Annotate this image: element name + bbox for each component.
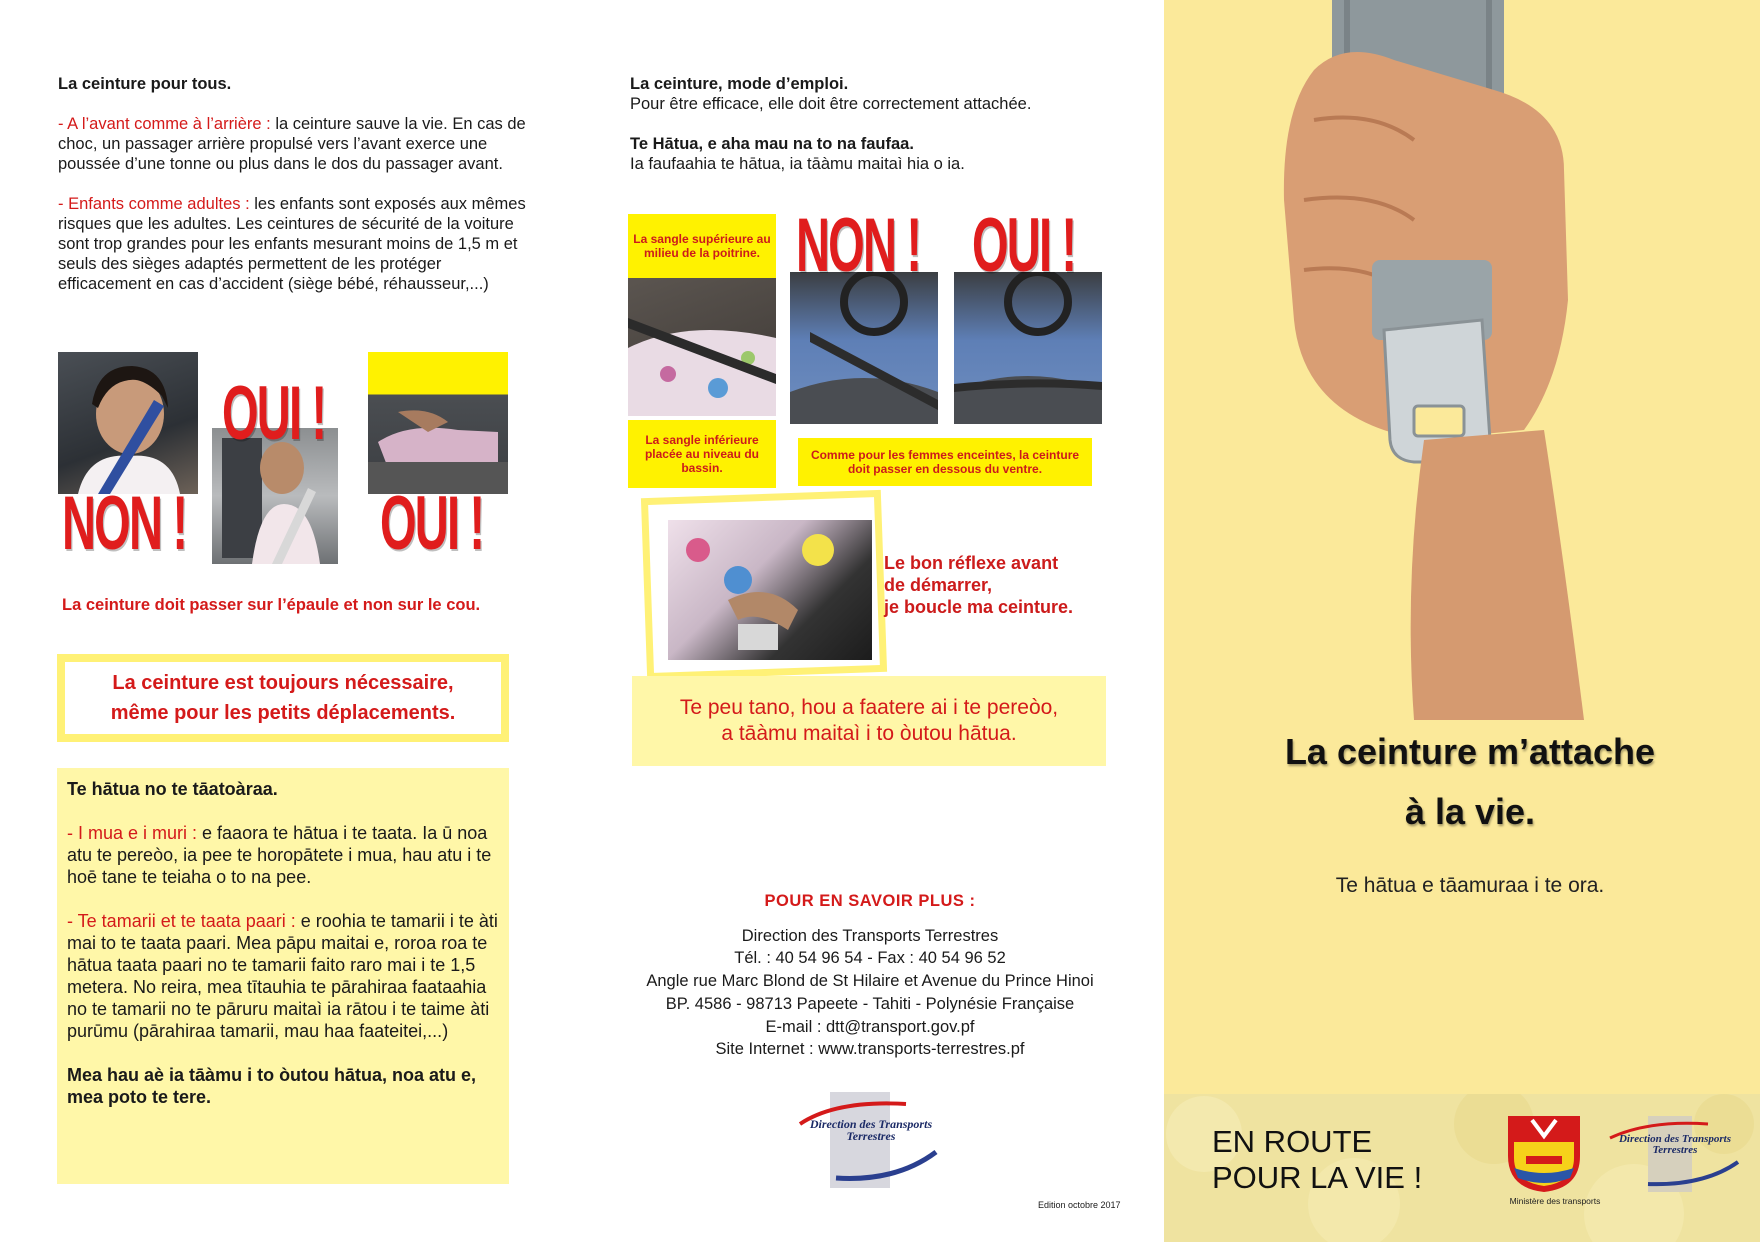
polynesia-emblem: [1504, 1112, 1584, 1194]
reflex-line: Le bon réflexe avant: [884, 553, 1059, 573]
instruction-line-tahitian: Ia faufaahia te hātua, ia tāàmu maitaì hia o ia.: [630, 155, 965, 173]
upper-strap-label: La sangle supérieure au milieu de la poitrine.: [628, 214, 776, 278]
photo-man-belt-right: [954, 272, 1102, 424]
paragraph-prefix: - I mua e i muri :: [67, 823, 198, 843]
tahitian-reflex-box: [632, 676, 1106, 766]
reflex-line: de démarrer,: [884, 575, 993, 595]
instruction-line: Pour être efficace, elle doit être correctement attachée.: [630, 95, 1032, 113]
cover-title-line: à la vie.: [1404, 791, 1536, 832]
photo-buckling-illustration: [668, 520, 872, 660]
photo-buckling: [668, 520, 872, 660]
photo-man-wrong-illustration: [790, 272, 938, 424]
photo-woman-belt: [628, 278, 776, 416]
hand-holding-belt-illustration: [1164, 0, 1760, 720]
contact-org: Direction des Transports Terrestres: [741, 926, 999, 945]
route-line: POUR LA VIE !: [1212, 1160, 1423, 1195]
photo-booster-illustration: [368, 352, 508, 494]
contact-phone: Tél. : 40 54 96 54 - Fax : 40 54 96 52: [734, 949, 1006, 968]
dtt-logo: [796, 1090, 940, 1190]
section-heading: La ceinture, mode d’emploi.: [630, 75, 849, 93]
photo-woman-illustration: [628, 278, 776, 416]
pregnant-label: Comme pour les femmes enceintes, la ceinture doit passer en dessous du ventre.: [798, 438, 1092, 486]
paragraph-text: e roohia te tamarii i te àti mai to te taata paari. Mea pāpu maitai e, roroa roa te hātua taata paari no te tamarii faito raro mai i te 1,5 metera. No reira, mea tītauhia te pārahiraa faataahia no te tamarii no te pāruru maitaì ia rātou i te taime àti purūmu (pārahiraa tamarii, mau haa faateitei,...): [67, 911, 498, 1041]
contact-heading: POUR EN SAVOIR PLUS :: [764, 892, 976, 910]
cover-panel: [1164, 0, 1760, 1242]
contact-block: [590, 890, 1150, 1061]
tahitian-reflex-line: a tāàmu maitaì i to òutou hātua.: [721, 722, 1017, 745]
always-needed-box: [57, 654, 509, 742]
cover-subtitle: Te hātua e tāamuraa i te ora.: [1335, 874, 1605, 897]
section-heading: La ceinture pour tous.: [58, 75, 232, 93]
note-line: La ceinture est toujours nécessaire,: [112, 672, 454, 694]
reflex-text: [884, 552, 1124, 618]
lower-strap-label: La sangle inférieure placée au niveau du bassin.: [628, 420, 776, 488]
contact-address: Angle rue Marc Blond de St Hilaire et Avenue du Prince Hinoi: [646, 972, 1094, 991]
column-2: [630, 74, 1130, 174]
paragraph-children-adults: [58, 194, 538, 294]
route-line: EN ROUTE: [1212, 1124, 1373, 1159]
tahitian-closing: Mea hau aè ia tāàmu i to òutou hātua, noa atu e, mea poto te tere.: [67, 1065, 477, 1107]
contact-email[interactable]: E-mail : dtt@transport.gov.pf: [765, 1017, 975, 1036]
tahitian-reflex-line: Te peu tano, hou a faatere ai i te pereòo,: [679, 696, 1059, 719]
oui-label: OUI !: [222, 371, 326, 456]
photo-girl-belt-neck: [58, 352, 198, 494]
tahitian-paragraph: [67, 910, 499, 1042]
photo-man-right-illustration: [954, 272, 1102, 424]
reflex-line: je boucle ma ceinture.: [884, 597, 1074, 617]
always-needed-text: [65, 662, 501, 734]
tahitian-text-box: [57, 768, 509, 1184]
paragraph-prefix: - A l’avant comme à l’arrière :: [58, 115, 271, 133]
paragraph-text: les enfants sont exposés aux mêmes risques que les adultes. Les ceintures de sécurité de la voiture sont trop grandes pour les enfants mesurant moins de 1,5 m et seuls des sièges adaptés permettent de les protéger efficacement en cas d’accident (siège bébé, réhausseur,...): [58, 195, 526, 293]
cover-title: [1190, 722, 1750, 842]
note-line: même pour les petits déplacements.: [110, 702, 456, 724]
section-heading-tahitian: Te Hātua, e aha mau na to na faufaa.: [630, 135, 914, 153]
dtt-logo-cover-text: Direction des Transports Terrestres: [1618, 1133, 1732, 1156]
non-label: NON !: [796, 203, 921, 288]
photo-booster-seat: [368, 352, 508, 494]
photo-man-belt-wrong: [790, 272, 938, 424]
paragraph-prefix: - Enfants comme adultes :: [58, 195, 250, 213]
shoulder-caption: La ceinture doit passer sur l’épaule et non sur le cou.: [62, 596, 481, 614]
contact-website[interactable]: Site Internet : www.transports-terrestres.pf: [715, 1040, 1025, 1059]
route-slogan: [1212, 1124, 1422, 1196]
paragraph-text: e faaora te hātua i te taata. Ia ū noa atu te pereòo, ia pee te horopātete i mua, hau atu i te hoē tane te teiaha o to na pee.: [67, 823, 492, 887]
photo-girl-illustration: [58, 352, 198, 494]
contact-po-box: BP. 4586 - 98713 Papeete - Tahiti - Polynésie Française: [665, 994, 1075, 1013]
oui-label: OUI !: [972, 203, 1076, 288]
cover-title-line: La ceinture m’attache: [1284, 731, 1656, 772]
dtt-logo-text: Direction des Transports Terrestres: [809, 1117, 933, 1143]
column-1: [58, 74, 538, 314]
tahitian-paragraph: [67, 822, 499, 888]
paragraph-front-rear: [58, 114, 538, 174]
ministry-label: Ministère des transports: [1509, 1196, 1601, 1206]
edition-date: Edition octobre 2017: [1038, 1200, 1121, 1210]
tahitian-heading: Te hātua no te tāatoàraa.: [67, 779, 278, 799]
non-label: NON !: [62, 481, 187, 566]
paragraph-prefix: - Te tamarii et te taata paari :: [67, 911, 296, 931]
dtt-logo-cover: [1608, 1116, 1742, 1192]
paragraph-text: la ceinture sauve la vie. En cas de choc, un passager arrière propulsé vers l’avant exerce une poussée d’une tonne ou plus dans le dos du passager avant.: [58, 115, 526, 173]
oui-label: OUI !: [380, 481, 484, 566]
